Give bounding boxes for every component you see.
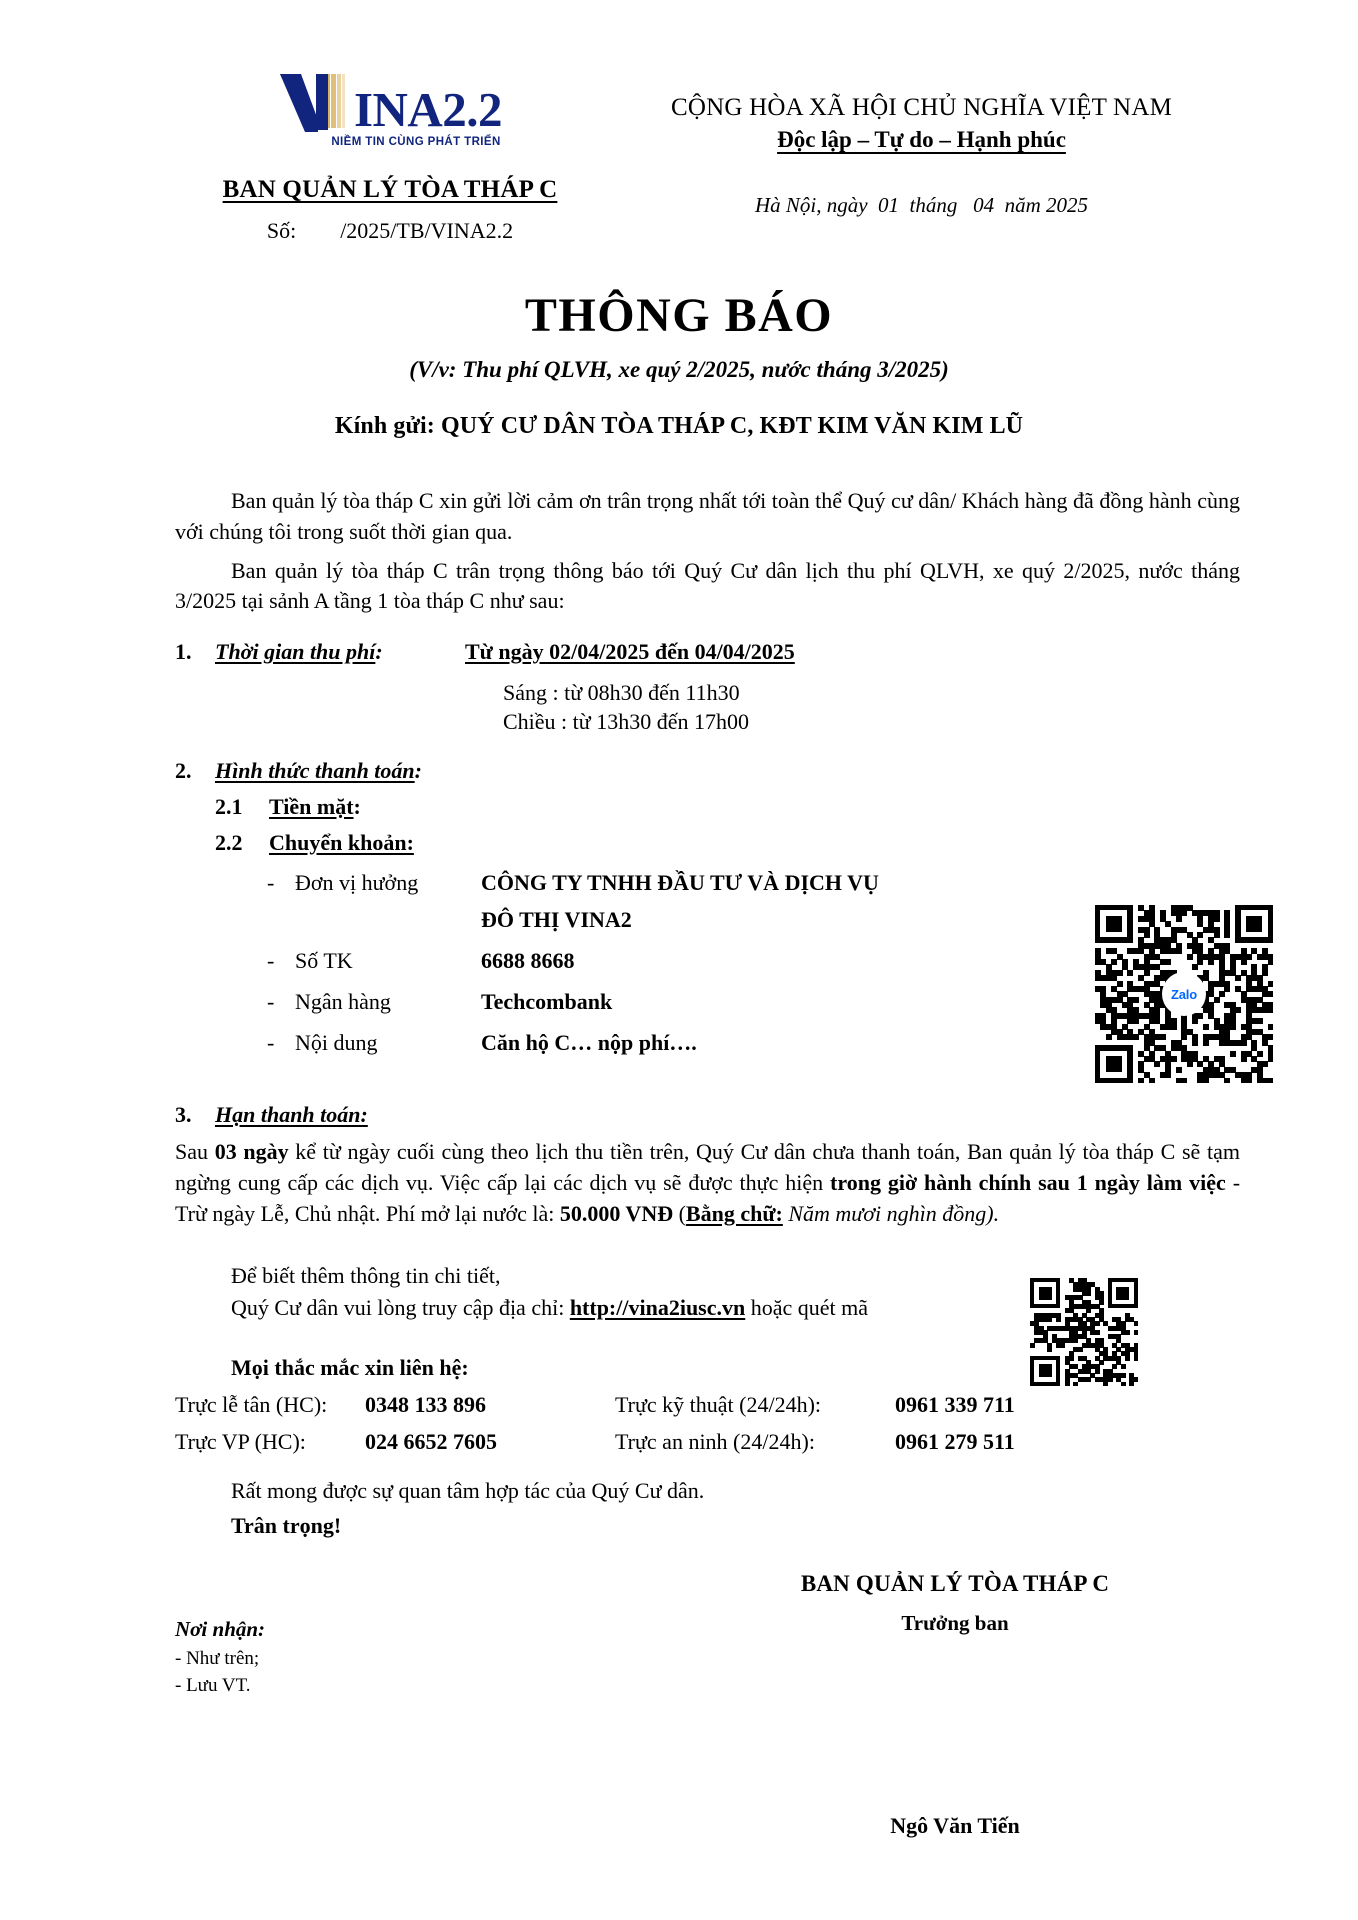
section-2-number: 2. [175,758,192,784]
office-label: Trực VP (HC): [175,1429,306,1455]
bullet-dash: - [267,1029,275,1055]
section-2-title [215,756,465,787]
header-left-block [175,72,605,244]
transfer-label: Chuyển khoản: [269,829,414,855]
header-right-block [605,72,1238,218]
signature-block [735,1568,1175,1841]
closing-line-1: Rất mong được sự quan tâm hợp tác của Quý Cư dân. [231,1478,705,1504]
section-1-title-colon: : [375,639,383,665]
section-3-text-run-7: Bằng chữ: [685,1200,783,1226]
section-3-text-run-8: Năm mươi nghìn đồng). [782,1200,1000,1226]
logo-tagline: NIỀM TIN CÙNG PHÁT TRIỂN [331,136,501,148]
title-block [0,288,1358,440]
info-line-1: Để biết thêm thông tin chi tiết, [231,1262,501,1288]
signature-name: Ngô Văn Tiến [890,1812,1020,1838]
logo-brand-text: INA2.2 [353,82,503,138]
page-title: THÔNG BÁO [524,289,834,342]
signature-role: Trưởng ban [901,1611,1009,1636]
section-2-1-number: 2.1 [215,793,243,819]
section-2-title-text: Hình thức thanh toán [215,758,415,784]
bank-details-table [175,868,1240,1058]
office-phone: 024 6652 7605 [365,1429,497,1455]
zalo-qr-code [1095,905,1273,1083]
section-1-times [503,678,1240,736]
signature-org: BAN QUẢN LÝ TÒA THÁP C [800,1571,1110,1597]
national-motto: Độc lập – Tự do – Hạnh phúc [777,127,1066,152]
section-3-text-run-1: 03 ngày [214,1139,289,1165]
zalo-badge [1162,972,1206,1016]
zalo-badge-label: Zalo [1171,986,1197,1002]
section-3-title: Hạn thanh toán: [215,1102,368,1128]
section-1-title [215,637,465,668]
document-subtitle: (V/v: Thu phí QLVH, xe quý 2/2025, nước tháng 3/2025) [409,357,949,382]
section-3-paragraph [175,1137,1240,1229]
closing-line-2: Trân trọng! [231,1513,342,1539]
place-date-line: Hà Nội, ngày 01 tháng 04 năm 2025 [754,193,1089,217]
section-2-2-number: 2.2 [215,829,243,855]
technical-label: Trực kỹ thuật (24/24h): [615,1391,822,1417]
beneficiary-value: CÔNG TY TNHH ĐẦU TƯ VÀ DỊCH VỤ [481,870,879,896]
document-number: Số: /2025/TB/VINA2.2 [266,218,514,243]
website-qr-code [1030,1278,1138,1386]
intro-paragraph-2: Ban quản lý tòa tháp C trân trọng thông báo tới Quý Cư dân lịch thu phí QLVH, xe quý 2/2025, nước tháng 3/2025 tại sảnh A tầng 1 tòa tháp C như sau: [175,557,1240,614]
document-header [0,0,1358,244]
contacts-heading: Mọi thắc mắc xin liên hệ: [231,1354,469,1380]
account-number-label: Số TK [295,948,353,974]
bank-row-beneficiary [267,868,1240,899]
section-1 [175,637,1240,668]
security-label: Trực an ninh (24/24h): [615,1429,815,1455]
bullet-dash: - [267,870,275,896]
section-2-1 [175,792,1240,823]
section-3-text-run-4: - Trừ ngày Lễ, Chủ nhật. Phí mở lại nước là: [175,1170,1241,1226]
beneficiary-value-line2: ĐÔ THỊ VINA2 [481,907,632,933]
organization-name: BAN QUẢN LÝ TÒA THÁP C [222,176,558,203]
section-2-title-colon: : [414,758,422,784]
logo-row [278,72,503,138]
section-2 [175,756,1240,787]
document-body [0,486,1358,1888]
section-2-1-title [269,792,361,823]
recipients-note-item: - Lưu VT. [175,1675,251,1697]
section-3-text-run-5: 50.000 VNĐ [559,1200,674,1226]
national-heading: CỘNG HÒA XÃ HỘI CHỦ NGHĨA VIỆT NAM [670,94,1172,121]
section-3-text-run-0: Sau [175,1139,215,1165]
section-3 [175,1100,1240,1131]
intro-paragraph-1: Ban quản lý tòa tháp C xin gửi lời cảm ơn trân trọng nhất tới toàn thể Quý cư dân/ Khách hàng đã đồng hành cùng với chúng tôi trong suốt thời gian qua. [175,488,1240,544]
bank-name-label: Ngân hàng [295,988,391,1014]
beneficiary-label: Đơn vị hưởng [295,870,419,896]
bullet-dash: - [267,948,275,974]
section-3-number: 3. [175,1102,192,1128]
recipients-note [175,1614,265,1700]
section-3-text-run-2: kể từ ngày cuối cùng theo lịch thu tiền trên, Quý Cư dân chưa thanh toán, Ban quản lý tòa tháp C sẽ tạm ngừng cung cấp các dịch vụ. Việc cấp lại các dịch vụ sẽ được thực hiện [175,1139,1240,1196]
bullet-dash: - [267,988,275,1014]
technical-phone: 0961 339 711 [895,1391,1015,1417]
info-line-2-prefix: Quý Cư dân vui lòng truy cập địa chỉ: [231,1295,570,1321]
cash-colon: : [353,793,361,819]
afternoon-hours: Chiều : từ 13h30 đến 17h00 [503,709,749,735]
section-1-title-text: Thời gian thu phí [215,639,376,665]
security-phone: 0961 279 511 [895,1429,1015,1455]
website-link[interactable]: http://vina2iusc.vn [569,1295,746,1321]
signature-area [175,1568,1240,1888]
info-line-2-suffix: hoặc quét mã [745,1295,869,1321]
section-1-number: 1. [175,639,192,665]
transfer-content-label: Nội dung [295,1029,378,1055]
recipient-line: Kính gửi: QUÝ CƯ DÂN TÒA THÁP C, KĐT KIM VĂN KIM LŨ [334,413,1024,439]
section-2-2 [175,828,1240,859]
reception-label: Trực lễ tân (HC): [175,1391,328,1417]
section-3-text-run-6: ( [673,1200,686,1226]
vina2-logo [278,72,502,148]
morning-hours: Sáng : từ 08h30 đến 11h30 [503,679,740,705]
transfer-content-value: Căn hộ C… nộp phí…. [481,1029,697,1055]
section-3-text-run-3: trong giờ hành chính sau 1 ngày làm việc [830,1170,1226,1196]
recipients-note-title: Nơi nhận: [175,1617,266,1642]
contacts-grid [175,1390,1240,1459]
bank-name-value: Techcombank [481,988,613,1014]
reception-phone: 0348 133 896 [365,1391,486,1417]
closing-block [175,1474,1240,1542]
account-number-value: 6688 8668 [481,948,575,974]
section-1-collection-period: Từ ngày 02/04/2025 đến 04/04/2025 [465,639,795,665]
cash-label: Tiền mặt [269,793,354,819]
recipients-note-item: - Như trên; [175,1647,260,1669]
logo-v-mark-icon [278,72,354,134]
